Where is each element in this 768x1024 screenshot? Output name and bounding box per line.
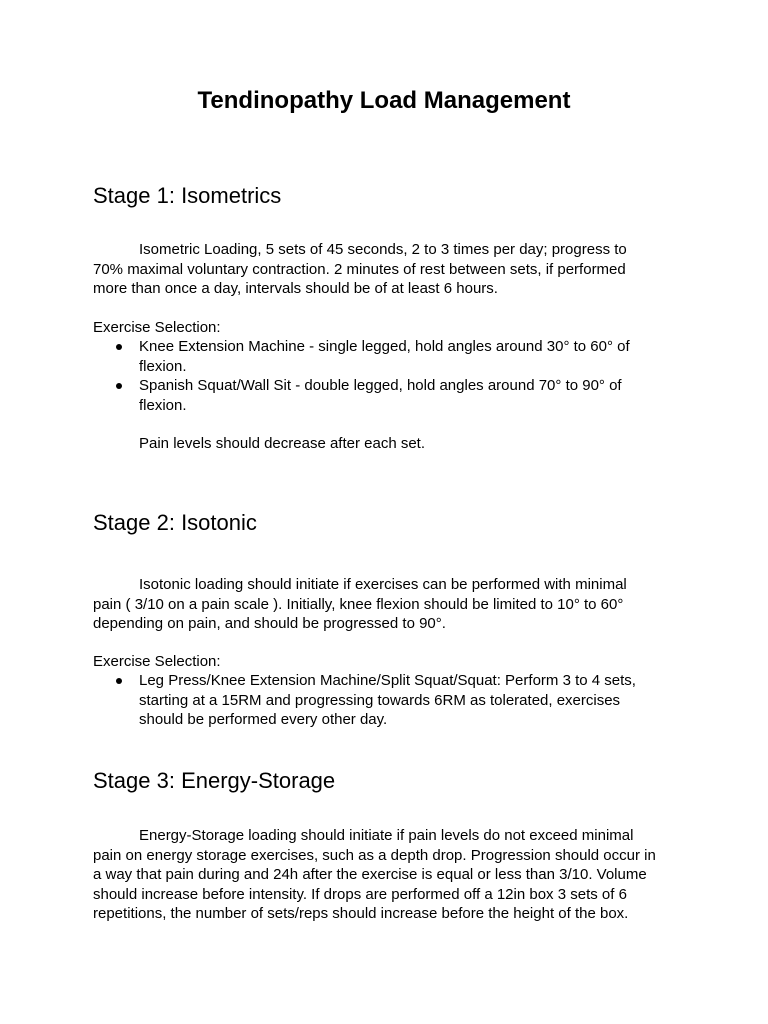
stage-2-heading: Stage 2: Isotonic — [93, 510, 257, 535]
list-item-line: Leg Press/Knee Extension Machine/Split Squat/Squat: Perform 3 to 4 sets, — [139, 672, 636, 689]
stage-2-paragraph — [93, 575, 653, 634]
paragraph-line: Energy-Storage loading should initiate if pain levels do not exceed minimal — [139, 827, 634, 844]
stage-1-exercise-label: Exercise Selection: — [93, 319, 221, 336]
list-item-line: flexion. — [139, 357, 187, 375]
paragraph-line: Isometric Loading, 5 sets of 45 seconds, 2 to 3 times per day; progress to — [139, 241, 627, 258]
stage-1-note: Pain levels should decrease after each set. — [139, 435, 426, 452]
list-item — [93, 376, 673, 415]
paragraph-line: pain ( 3/10 on a pain scale ). Initially, knee flexion should be limited to 10° to 60° — [93, 595, 624, 613]
stage-1-paragraph — [93, 240, 653, 299]
list-item — [93, 337, 673, 376]
stage-3-heading: Stage 3: Energy-Storage — [93, 768, 336, 793]
paragraph-line: depending on pain, and should be progressed to 90°. — [93, 615, 446, 632]
paragraph-line: more than once a day, intervals should be of at least 6 hours. — [93, 280, 498, 297]
document-title: Tendinopathy Load Management — [197, 87, 571, 114]
bullet-icon — [116, 383, 122, 389]
paragraph-line: pain on energy storage exercises, such as a depth drop. Progression should occur in — [93, 846, 656, 864]
list-item-line: should be performed every other day. — [139, 711, 388, 728]
bullet-icon — [116, 344, 122, 350]
list-item-line: Knee Extension Machine - single legged, hold angles around 30° to 60° of — [139, 338, 630, 355]
paragraph-line: Isotonic loading should initiate if exercises can be performed with minimal — [139, 576, 627, 593]
list-item — [93, 671, 673, 730]
stage-1-exercise-list — [93, 337, 673, 415]
stage-2-exercise-list — [93, 671, 673, 730]
stage-2-exercise-label: Exercise Selection: — [93, 653, 221, 670]
paragraph-line: should increase before intensity. If drops are performed off a 12in box 3 sets of 6 — [93, 885, 627, 903]
list-item-line: Spanish Squat/Wall Sit - double legged, hold angles around 70° to 90° of — [139, 377, 622, 394]
paragraph-line: 70% maximal voluntary contraction. 2 minutes of rest between sets, if performed — [93, 260, 626, 278]
paragraph-line: repetitions, the number of sets/reps should increase before the height of the box. — [93, 905, 629, 922]
stage-3-paragraph — [93, 826, 656, 924]
stage-1-heading: Stage 1: Isometrics — [93, 183, 282, 208]
list-item-line: flexion. — [139, 396, 187, 414]
list-item-line: starting at a 15RM and progressing towards 6RM as tolerated, exercises — [139, 691, 621, 709]
paragraph-line: a way that pain during and 24h after the exercise is equal or less than 3/10. Volume — [93, 866, 647, 883]
bullet-icon — [116, 678, 122, 684]
